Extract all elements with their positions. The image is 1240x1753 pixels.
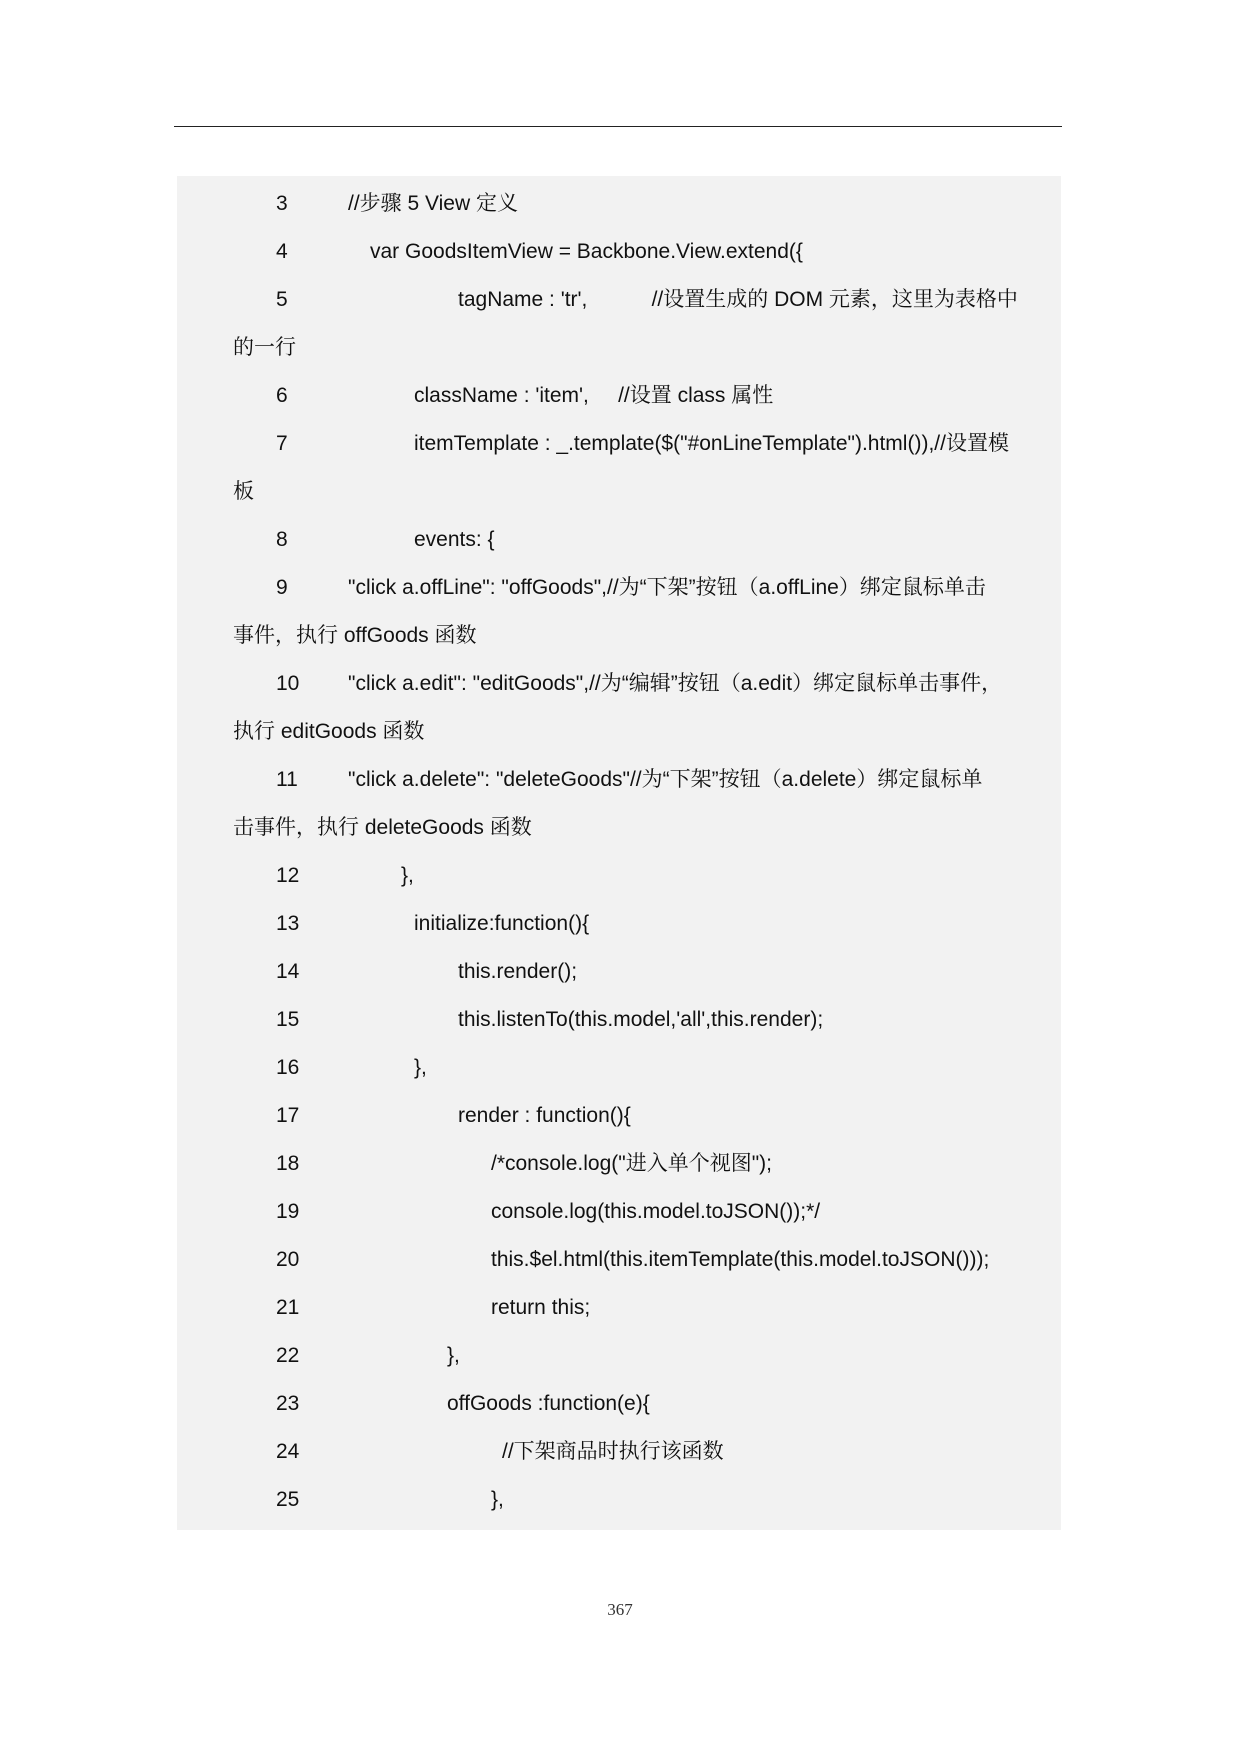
- code-line: [177, 1380, 1061, 1428]
- line-number: 11: [276, 768, 298, 791]
- code-text: render : function(){: [458, 1104, 631, 1127]
- code-line: [177, 1428, 1061, 1476]
- code-line: [177, 180, 1061, 228]
- line-number: 24: [276, 1440, 300, 1463]
- line-number: 12: [276, 864, 300, 887]
- line-number: 5: [276, 288, 288, 311]
- code-text: "click a.edit": "editGoods",//为“编辑”按钮（a.edit）绑定鼠标单击事件，: [348, 672, 1003, 695]
- page-number: 367: [607, 1600, 633, 1619]
- code-text: className : 'item', //设置 class 属性: [414, 384, 774, 407]
- line-number: 10: [276, 672, 300, 695]
- code-text: //步骤 5 View 定义: [348, 192, 518, 215]
- line-number: 16: [276, 1056, 300, 1079]
- code-line: [177, 228, 1061, 276]
- line-number: 14: [276, 960, 300, 983]
- code-text: 板: [233, 480, 254, 503]
- line-number: 6: [276, 384, 288, 407]
- code-line-continuation: [177, 708, 1061, 756]
- code-text: //下架商品时执行该函数: [502, 1440, 724, 1463]
- line-number: 3: [276, 192, 288, 215]
- code-line: [177, 996, 1061, 1044]
- line-number: 9: [276, 576, 288, 599]
- code-line-continuation: [177, 612, 1061, 660]
- line-number: 17: [276, 1104, 300, 1127]
- code-text: offGoods :function(e){: [447, 1392, 650, 1415]
- line-number: 19: [276, 1200, 300, 1223]
- code-line: [177, 1188, 1061, 1236]
- code-line: [177, 660, 1061, 708]
- code-text: 执行 editGoods 函数: [233, 720, 425, 743]
- code-text: /*console.log("进入单个视图");: [491, 1152, 772, 1175]
- line-number: 13: [276, 912, 300, 935]
- line-number: 20: [276, 1248, 300, 1271]
- code-text: },: [491, 1488, 504, 1511]
- code-text: this.$el.html(this.itemTemplate(this.model.toJSON()));: [491, 1248, 990, 1271]
- code-line: [177, 420, 1061, 468]
- code-line: [177, 852, 1061, 900]
- code-line: [177, 1332, 1061, 1380]
- code-text: this.render();: [458, 960, 578, 983]
- code-line: [177, 948, 1061, 996]
- code-text: },: [401, 864, 414, 887]
- code-line: [177, 1236, 1061, 1284]
- code-text: },: [414, 1056, 427, 1079]
- code-line: [177, 1044, 1061, 1092]
- code-line: [177, 564, 1061, 612]
- line-number: 4: [276, 240, 288, 263]
- code-text: tagName : 'tr', //设置生成的 DOM 元素，这里为表格中: [458, 288, 1018, 311]
- code-line: [177, 756, 1061, 804]
- code-line-continuation: [177, 468, 1061, 516]
- code-line: [177, 1092, 1061, 1140]
- code-text: 的一行: [233, 336, 296, 359]
- code-line: [177, 1476, 1061, 1524]
- code-text: events: {: [414, 528, 495, 551]
- line-number: 22: [276, 1344, 300, 1367]
- code-line: [177, 372, 1061, 420]
- line-number: 15: [276, 1008, 300, 1031]
- code-text: console.log(this.model.toJSON());*/: [491, 1200, 821, 1223]
- code-text: itemTemplate : _.template($("#onLineTemplate").html()),//设置模: [414, 432, 1009, 455]
- code-line: [177, 900, 1061, 948]
- line-number: 7: [276, 432, 288, 455]
- code-line: [177, 516, 1061, 564]
- line-number: 21: [276, 1296, 300, 1319]
- line-number: 25: [276, 1488, 300, 1511]
- line-number: 18: [276, 1152, 300, 1175]
- code-text: },: [447, 1344, 460, 1367]
- code-text: "click a.delete": "deleteGoods"//为“下架”按钮（a.delete）绑定鼠标单: [348, 768, 983, 791]
- code-line-continuation: [177, 804, 1061, 852]
- code-line-continuation: [177, 324, 1061, 372]
- code-text: "click a.offLine": "offGoods",//为“下架”按钮（a.offLine）绑定鼠标单击: [348, 576, 986, 599]
- line-number: 8: [276, 528, 288, 551]
- code-text: var GoodsItemView = Backbone.View.extend({: [370, 240, 803, 263]
- code-line: [177, 1284, 1061, 1332]
- code-text: return this;: [491, 1296, 591, 1319]
- code-text: 击事件，执行 deleteGoods 函数: [233, 816, 532, 839]
- code-block: [177, 176, 1061, 1530]
- code-line: [177, 1140, 1061, 1188]
- code-text: initialize:function(){: [414, 912, 590, 935]
- code-text: 事件，执行 offGoods 函数: [233, 624, 477, 647]
- line-number: 23: [276, 1392, 300, 1415]
- code-text: this.listenTo(this.model,'all',this.render);: [458, 1008, 824, 1031]
- header-rule: [174, 126, 1062, 127]
- code-line: [177, 276, 1061, 324]
